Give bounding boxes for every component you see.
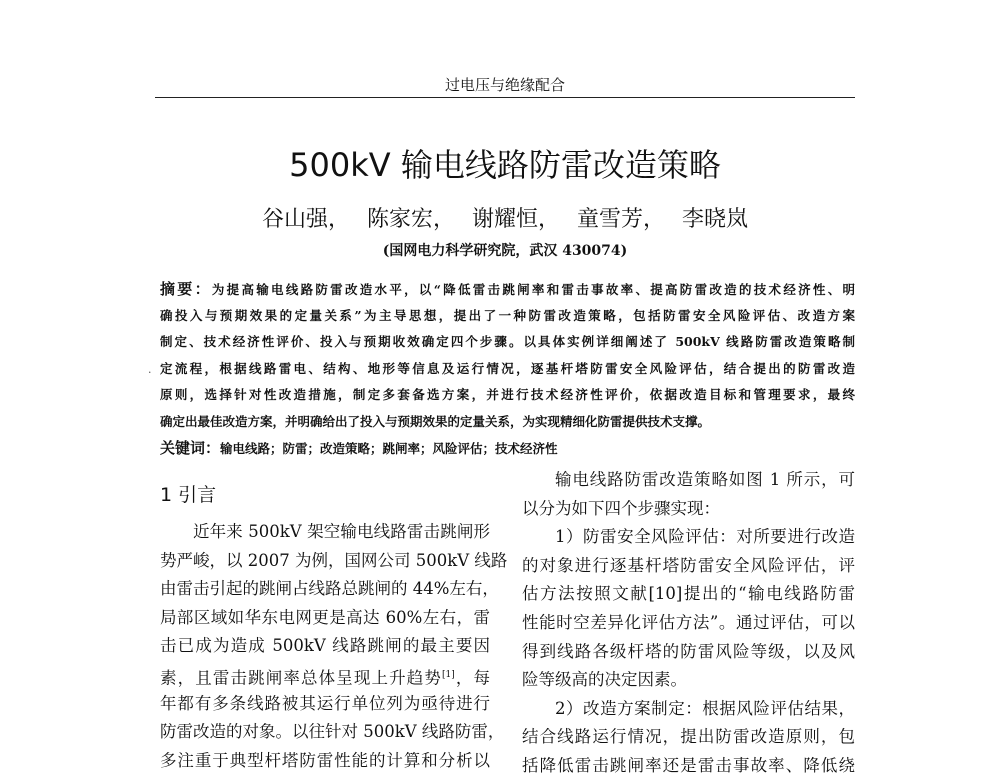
body-line: 1）防雷安全风险评估：对所要进行改造 <box>555 527 855 547</box>
body-line: 多注重于典型杆塔防雷性能的计算和分析以 <box>160 750 490 770</box>
authors: 谷山强， 陈家宏， 谢耀恒， 童雪芳， 李晓岚 <box>262 207 748 232</box>
body-line: 由雷击引起的跳闸占线路总跳闸的 44%左右， <box>160 579 499 599</box>
body-line: 击已成为造成 500kV 线路跳闸的最主要因 <box>160 636 490 656</box>
scan-mark: · <box>148 366 152 379</box>
keywords-text: 输电线路；防雷；改造策略；跳闸率；风险评估；技术经济性 <box>220 441 558 456</box>
body-line: 性能时空差异化评估方法”。通过评估，可以 <box>522 612 855 632</box>
right-column <box>522 466 855 781</box>
body-line: 年都有多条线路被其运行单位列为亟待进行 <box>160 693 490 713</box>
abstract-line: 原则，选择针对性改造措施，制定多套备选方案，并进行技术经济性评价，依据改造目标和管理要求，最终 <box>160 387 855 402</box>
body-line: 防雷改造的对象。以往针对 500kV 线路防雷， <box>160 722 505 742</box>
body-text: ，每 <box>454 668 490 688</box>
body-line: 险等级高的决定因素。 <box>522 670 687 690</box>
body-line <box>160 661 490 690</box>
paper-title: 500kV 输电线路防雷改造策略 <box>289 146 721 184</box>
body-line: 近年来 500kV 架空输电线路雷击跳闸形 <box>193 522 490 541</box>
abstract <box>160 276 855 462</box>
body-line: 估方法按照文献[10]提出的“输电线路防雷 <box>522 584 855 604</box>
abstract-text: 为提高输电线路防雷改造水平，以“降低雷击跳闸率和雷击事故率、提高防雷改造的技术经济性、明 <box>211 282 855 297</box>
body-line: 括降低雷击跳闸率还是雷击事故率、降低绕 <box>522 755 855 775</box>
header-rule <box>155 97 855 98</box>
left-column <box>160 518 508 775</box>
body-line: 输电线路防雷改造策略如图 1 所示，可 <box>555 470 855 489</box>
section-heading: 1 引言 <box>160 484 217 506</box>
body-line: 2）改造方案制定：根据风险评估结果， <box>555 698 855 718</box>
body-text: 素，且雷击跳闸率总体呈现上升趋势 <box>160 668 442 688</box>
abstract-line: 确投入与预期效果的定量关系”为主导思想，提出了一种防雷改造策略，包括防雷安全风险评估、改造方案 <box>160 307 855 323</box>
body-line: 以分为如下四个步骤实现： <box>522 498 720 518</box>
body-line: 结合线路运行情况，提出防雷改造原则，包 <box>522 727 855 747</box>
abstract-label: 摘要： <box>160 280 212 298</box>
body-line: 得到线路各级杆塔的防雷风险等级，以及风 <box>522 641 855 661</box>
abstract-line <box>160 276 855 303</box>
citation[interactable]: [1] <box>442 669 455 680</box>
keywords <box>160 435 855 462</box>
abstract-line: 确定出最佳改造方案，并明确给出了投入与预期效果的定量关系，为实现精细化防雷提供技术支撑。 <box>160 413 711 429</box>
abstract-line: 制定、技术经济性评价、投入与预期收效确定四个步骤。以具体实例详细阐述了 500kV 线路防雷改造策略制 <box>160 334 855 349</box>
body-line: 的对象进行逐基杆塔防雷安全风险评估，评 <box>522 555 855 575</box>
keywords-label: 关键词： <box>160 439 221 457</box>
body-line: 势严峻，以 2007 为例，国网公司 500kV 线路 <box>160 550 508 570</box>
running-header: 过电压与绝缘配合 <box>444 76 565 94</box>
body-line: 局部区域如华东电网更是高达 60%左右，雷 <box>160 607 490 627</box>
abstract-line: 定流程，根据线路雷电、结构、地形等信息及运行情况，逐基杆塔防雷安全风险评估，结合提出的防雷改造 <box>160 360 855 376</box>
affiliation: (国网电力科学研究院，武汉 430074) <box>382 243 628 259</box>
